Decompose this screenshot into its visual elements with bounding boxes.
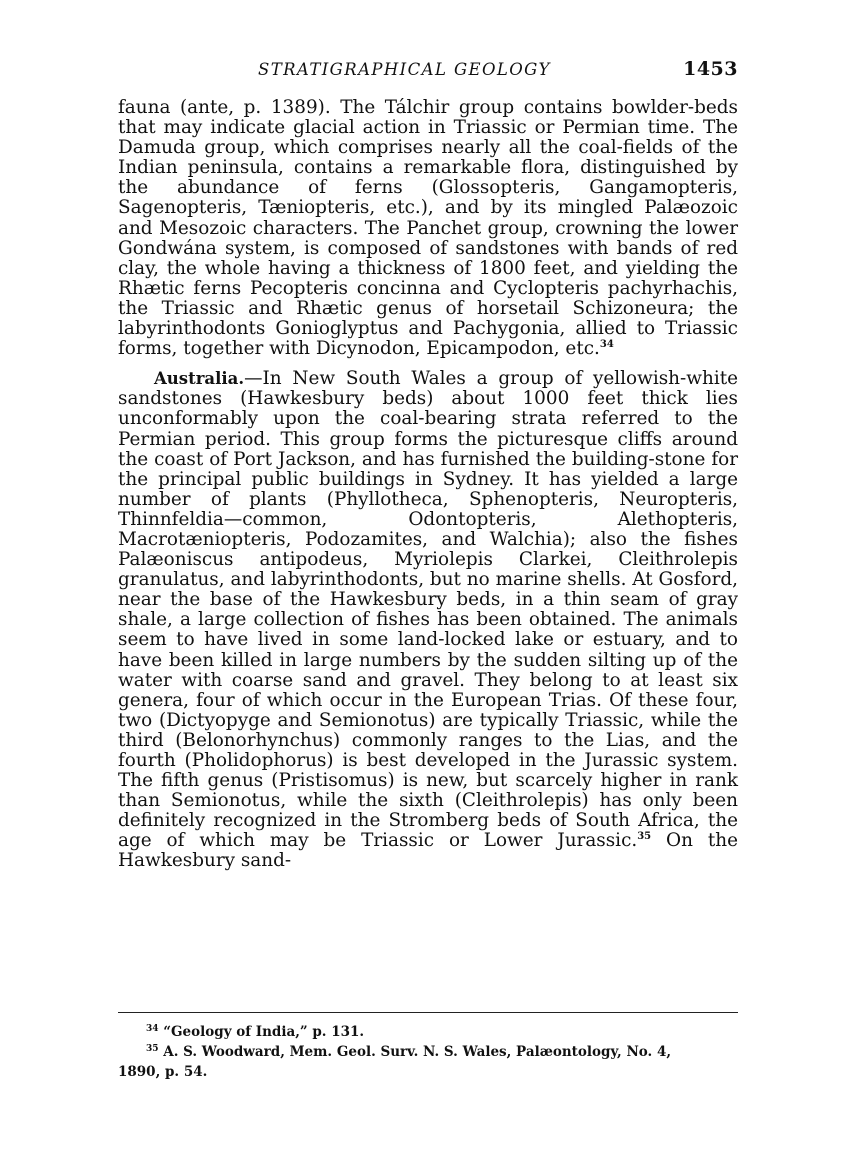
footnote-mark: 34 [146, 1024, 159, 1034]
footnote-reference: 34 [599, 339, 614, 351]
footnote-continuation: 1890, p. 54. [118, 1064, 208, 1080]
footnote-rule [118, 1012, 738, 1013]
footnote [118, 1042, 738, 1062]
section-heading: Australia. [154, 369, 245, 389]
footnote-reference: 35 [637, 831, 652, 843]
paragraph-india [118, 98, 738, 359]
footnote-text: “Geology of India,” p. 131. [163, 1024, 365, 1040]
paragraph-australia [118, 369, 738, 871]
page-number: 1453 [683, 58, 738, 80]
paragraph-tail: On the Hawkesbury sand- [118, 830, 738, 872]
footnotes [118, 1022, 738, 1082]
footnote-text: A. S. Woodward, Mem. Geol. Surv. N. S. Wales, Palæontology, No. 4, [163, 1044, 672, 1060]
running-head [118, 60, 738, 90]
paragraph-text: fauna (ante, p. 1389). The Tálchir group contains bowlder-beds that may indicate glacial action in Triassic or Permian time. The Damuda group, which comprises nearly all the coal-fields of the Indian peninsula, contains a remarkable flora, distinguished by the abundance of ferns (Glossopteris, Gangamopteris, Sagenopteris, Tæniopteris, etc.), and by its mingled Palæozoic and Mesozoic characters. The Panchet group, crowning the lower Gondwána system, is composed of sandstones with bands of red clay, the whole having a thickness of 1800 feet, and yielding the Rhætic ferns Pecopteris concinna and Cyclopteris pachyrhachis, the Triassic and Rhætic genus of horsetail Schizoneura; the labyrinthodonts Gonioglyptus and Pachygonia, allied to Triassic forms, together with Dicynodon, Epicampodon, etc. [118, 97, 738, 360]
paragraph-text: —In New South Wales a group of yellowish-white sandstones (Hawkesbury beds) about 1000 feet thick lies unconformably upon the coal-bearing strata referred to the Permian period. This group forms the picturesque cliffs around the coast of Port Jackson, and has furnished the building-stone for the principal public buildings in Sydney. It has yielded a large number of plants (Phyllotheca, Sphenopteris, Neuropteris, Thinnfeldia—common, Odontopteris, Alethopteris, Macrotæniopteris, Podozamites, and Walchia); also the fishes Palæoniscus antipodeus, Myriolepis Clarkei, Cleithrolepis granulatus, and labyrinthodonts, but no marine shells. At Gosford, near the base of the Hawkesbury beds, in a thin seam of gray shale, a large collection of fishes has been obtained. The animals seem to have lived in some land-locked lake or estuary, and to have been killed in large numbers by the sudden silting up of the water with coarse sand and gravel. They belong to at least six genera, four of which occur in the European Trias. Of these four, two (Dictyopyge and Semionotus) are typically Triassic, while the third (Belonorhynchus) commonly ranges to the Lias, and the fourth (Pholidophorus) is best developed in the Jurassic system. The fifth genus (Pristisomus) is new, but scarcely higher in rank than Semionotus, while the sixth (Cleithrolepis) has only been definitely recognized in the Stromberg beds of South Africa, the age of which may be Triassic or Lower Jurassic. [118, 368, 738, 852]
body-text [118, 98, 738, 872]
footnote-mark: 35 [146, 1044, 159, 1054]
footnote [118, 1022, 738, 1042]
running-title: STRATIGRAPHICAL GEOLOGY [258, 60, 551, 79]
